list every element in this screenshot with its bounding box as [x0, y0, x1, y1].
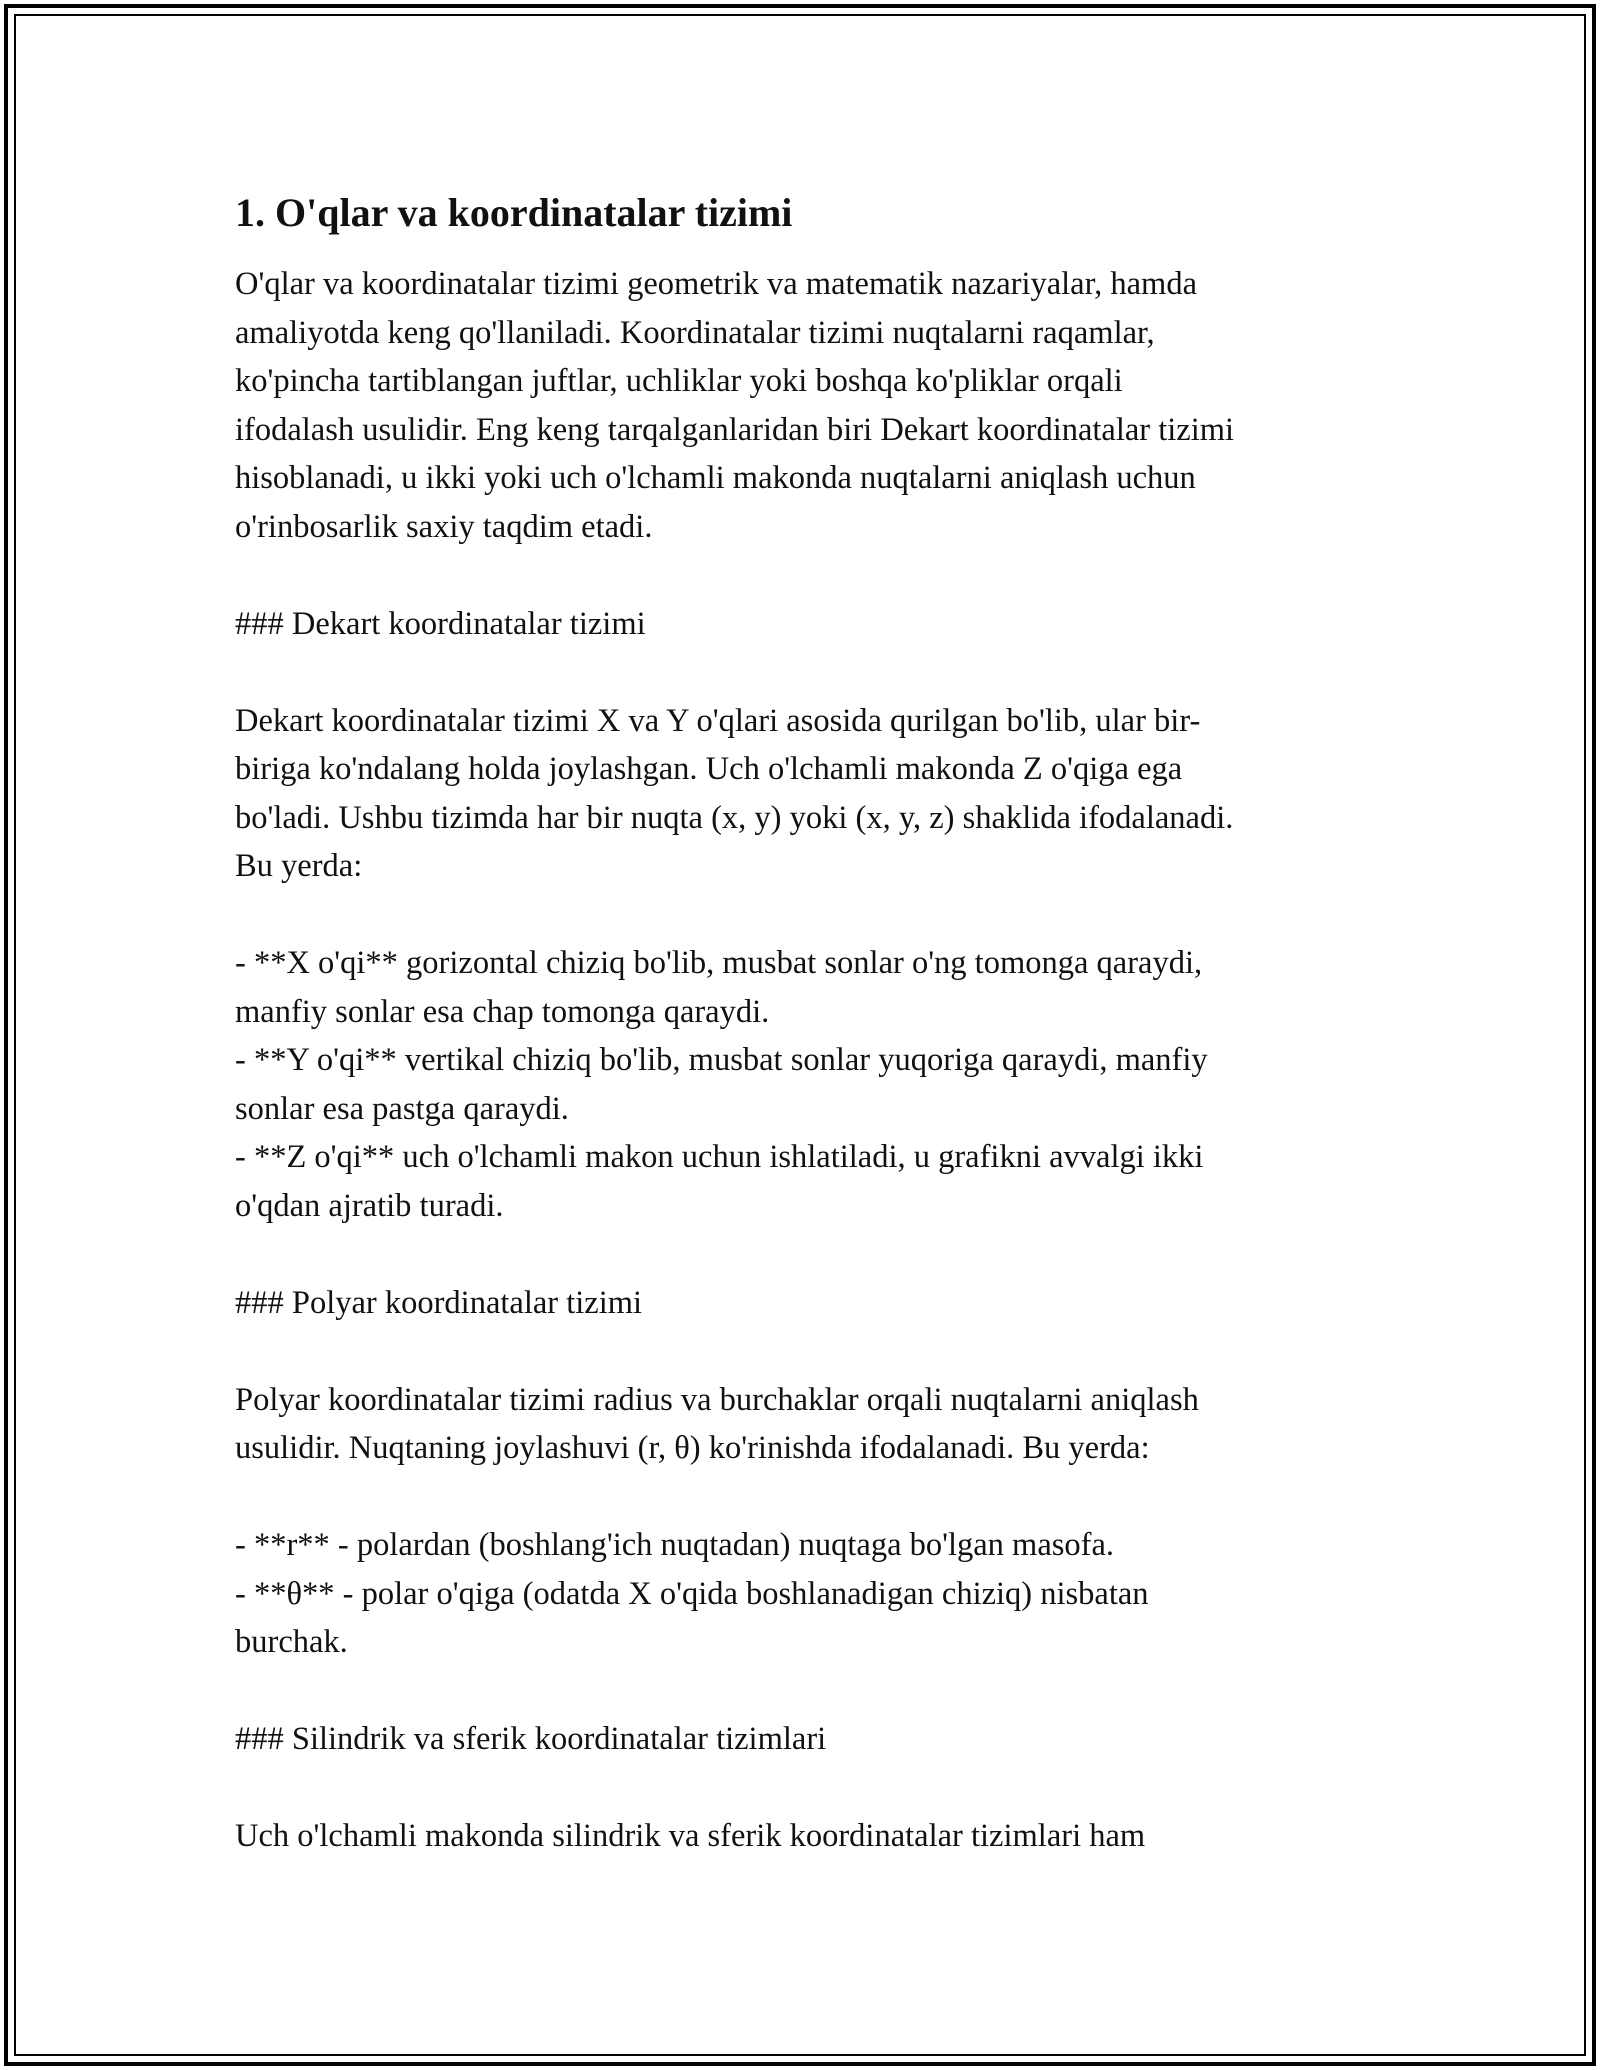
text-line: Bu yerda: [235, 848, 363, 884]
text-line: - **θ** - polar o'qiga (odatda X o'qida boshlanadigan chiziq) nisbatan [235, 1575, 1149, 1612]
blank-line [235, 891, 1375, 940]
text-line: usulidir. Nuqtaning joylashuvi (r, θ) ko'rinishda ifodalanadi. Bu yerda: [235, 1430, 1150, 1466]
text-line: amaliyotda keng qo'llaniladi. Koordinatalar tizimi nuqtalarni raqamlar, [235, 314, 1155, 351]
text-line: burchak. [235, 1624, 348, 1660]
blank-line [235, 648, 1375, 697]
text-line: - **Z o'qi** uch o'lchamli makon uchun ishlatiladi, u grafikni avvalgi ikki [235, 1139, 1204, 1175]
text-line: o'rinbosarlik saxiy taqdim etadi. [235, 508, 653, 545]
text-line: o'qdan ajratib turadi. [235, 1187, 504, 1224]
text-line: biriga ko'ndalang holda joylashgan. Uch o'lchamli makonda Z o'qiga ega [235, 751, 1183, 787]
blank-line [235, 1764, 1375, 1813]
text-line: Polyar koordinatalar tizimi radius va burchaklar orqali nuqtalarni aniqlash [235, 1381, 1199, 1418]
document-body [235, 182, 1375, 1861]
text-line: sonlar esa pastga qaraydi. [235, 1090, 569, 1127]
text-line: Uch o'lchamli makonda silindrik va sferik koordinatalar tizimlari ham [235, 1818, 1146, 1854]
text-line: - **X o'qi** gorizontal chiziq bo'lib, musbat sonlar o'ng tomonga qaraydi, [235, 945, 1203, 981]
blank-line [235, 551, 1375, 600]
text-line: bo'ladi. Ushbu tizimda har bir nuqta (x, y) yoki (x, y, z) shaklida ifodalanadi. [235, 799, 1234, 836]
blank-line [235, 1230, 1375, 1279]
text-line: O'qlar va koordinatalar tizimi geometrik va matematik nazariyalar, hamda [235, 266, 1198, 302]
blank-line [235, 1667, 1375, 1716]
text-line: - **r** - polardan (boshlang'ich nuqtadan) nuqtaga bo'lgan masofa. [235, 1527, 1115, 1563]
section-heading-line: ### Dekart koordinatalar tizimi [235, 605, 646, 642]
document-title: 1. O'qlar va koordinatalar tizimi [235, 190, 793, 235]
section-heading-line: ### Silindrik va sferik koordinatalar tizimlari [235, 1721, 827, 1757]
text-line: hisoblanadi, u ikki yoki uch o'lchamli makonda nuqtalarni aniqlash uchun [235, 460, 1196, 496]
text-line: manfiy sonlar esa chap tomonga qaraydi. [235, 993, 770, 1030]
blank-line [235, 1327, 1375, 1376]
text-line: ko'pincha tartiblangan juftlar, uchliklar yoki boshqa ko'pliklar orqali [235, 363, 1123, 399]
blank-line [235, 1473, 1375, 1522]
text-line: Dekart koordinatalar tizimi X va Y o'qlari asosida qurilgan bo'lib, ular bir- [235, 702, 1201, 739]
text-line: - **Y o'qi** vertikal chiziq bo'lib, musbat sonlar yuqoriga qaraydi, manfiy [235, 1042, 1208, 1078]
text-line: ifodalash usulidir. Eng keng tarqalganlaridan biri Dekart koordinatalar tizimi [235, 411, 1235, 448]
section-heading-line: ### Polyar koordinatalar tizimi [235, 1284, 643, 1321]
document-text [235, 260, 1375, 1861]
